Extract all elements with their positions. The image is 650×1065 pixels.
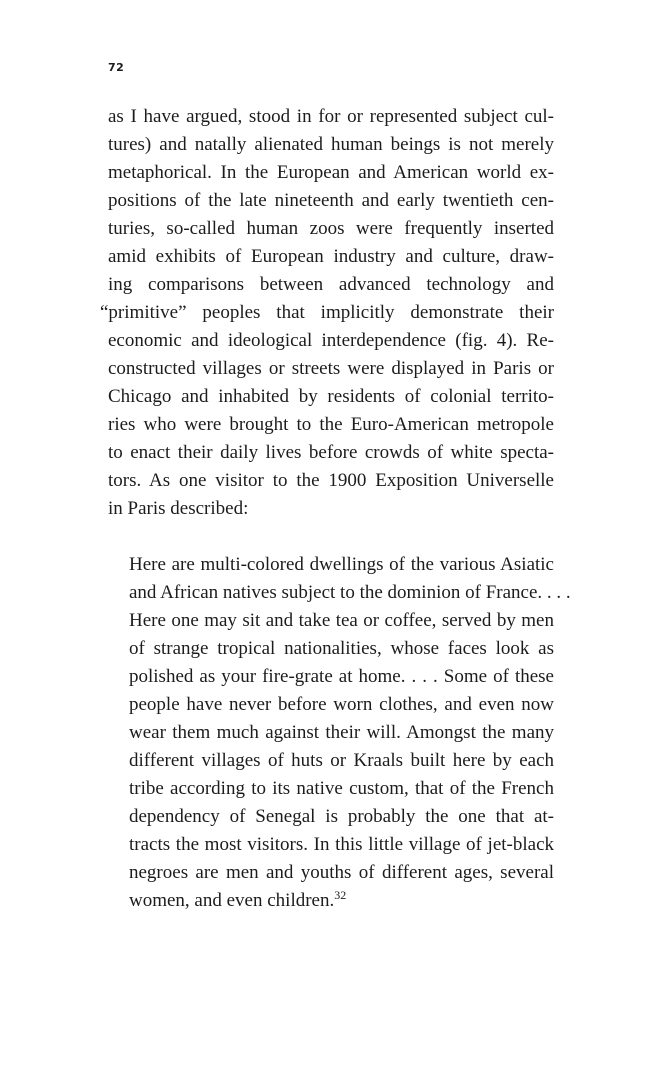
quote-last-line <box>129 887 554 915</box>
body-line: constructed villages or streets were displayed in Paris or <box>108 358 554 379</box>
quote-line: and African natives subject to the dominion of France. . . . <box>129 582 571 603</box>
quote-line: negroes are men and youths of different ages, several <box>129 862 554 883</box>
quote-line: Here one may sit and take tea or coffee, served by men <box>129 610 554 631</box>
body-line: ing comparisons between advanced technology and <box>108 274 554 295</box>
body-line: ries who were brought to the Euro-American metropole <box>108 414 554 435</box>
quote-line: women, and even children. <box>129 890 335 911</box>
quote-line: people have never before worn clothes, and even now <box>129 694 554 715</box>
body-line: positions of the late nineteenth and early twentieth cen- <box>108 190 554 211</box>
body-line: tures) and natally alienated human beings is not merely <box>108 134 554 155</box>
quote-line: different villages of huts or Kraals built here by each <box>129 750 554 771</box>
quote-line: tracts the most visitors. In this little village of jet-black <box>129 834 554 855</box>
body-line: amid exhibits of European industry and culture, draw- <box>108 246 554 267</box>
body-line: Chicago and inhabited by residents of colonial territo- <box>108 386 554 407</box>
body-line: turies, so-called human zoos were frequently inserted <box>108 218 554 239</box>
quote-line: polished as your fire-grate at home. . . . Some of these <box>129 666 554 687</box>
body-line: metaphorical. In the European and American world ex- <box>108 162 554 183</box>
quote-line: of strange tropical nationalities, whose faces look as <box>129 638 554 659</box>
quote-line: Here are multi-colored dwellings of the various Asiatic <box>129 554 554 575</box>
body-line: “primitive” peoples that implicitly demonstrate their <box>100 302 554 323</box>
page-number: 72 <box>108 61 125 74</box>
footnote-reference[interactable]: 32 <box>334 888 347 902</box>
body-paragraph <box>100 103 554 523</box>
body-line: tors. As one visitor to the 1900 Exposition Universelle <box>108 470 554 491</box>
quote-line: dependency of Senegal is probably the one that at- <box>129 806 554 827</box>
body-line: economic and ideological interdependence (fig. 4). Re- <box>108 330 554 351</box>
block-quote <box>129 551 571 915</box>
quote-line: tribe according to its native custom, that of the French <box>129 778 554 799</box>
quote-line: wear them much against their will. Amongst the many <box>129 722 554 743</box>
body-line: in Paris described: <box>108 498 249 519</box>
body-line: to enact their daily lives before crowds of white specta- <box>108 442 554 463</box>
body-line: as I have argued, stood in for or represented subject cul- <box>108 106 554 127</box>
